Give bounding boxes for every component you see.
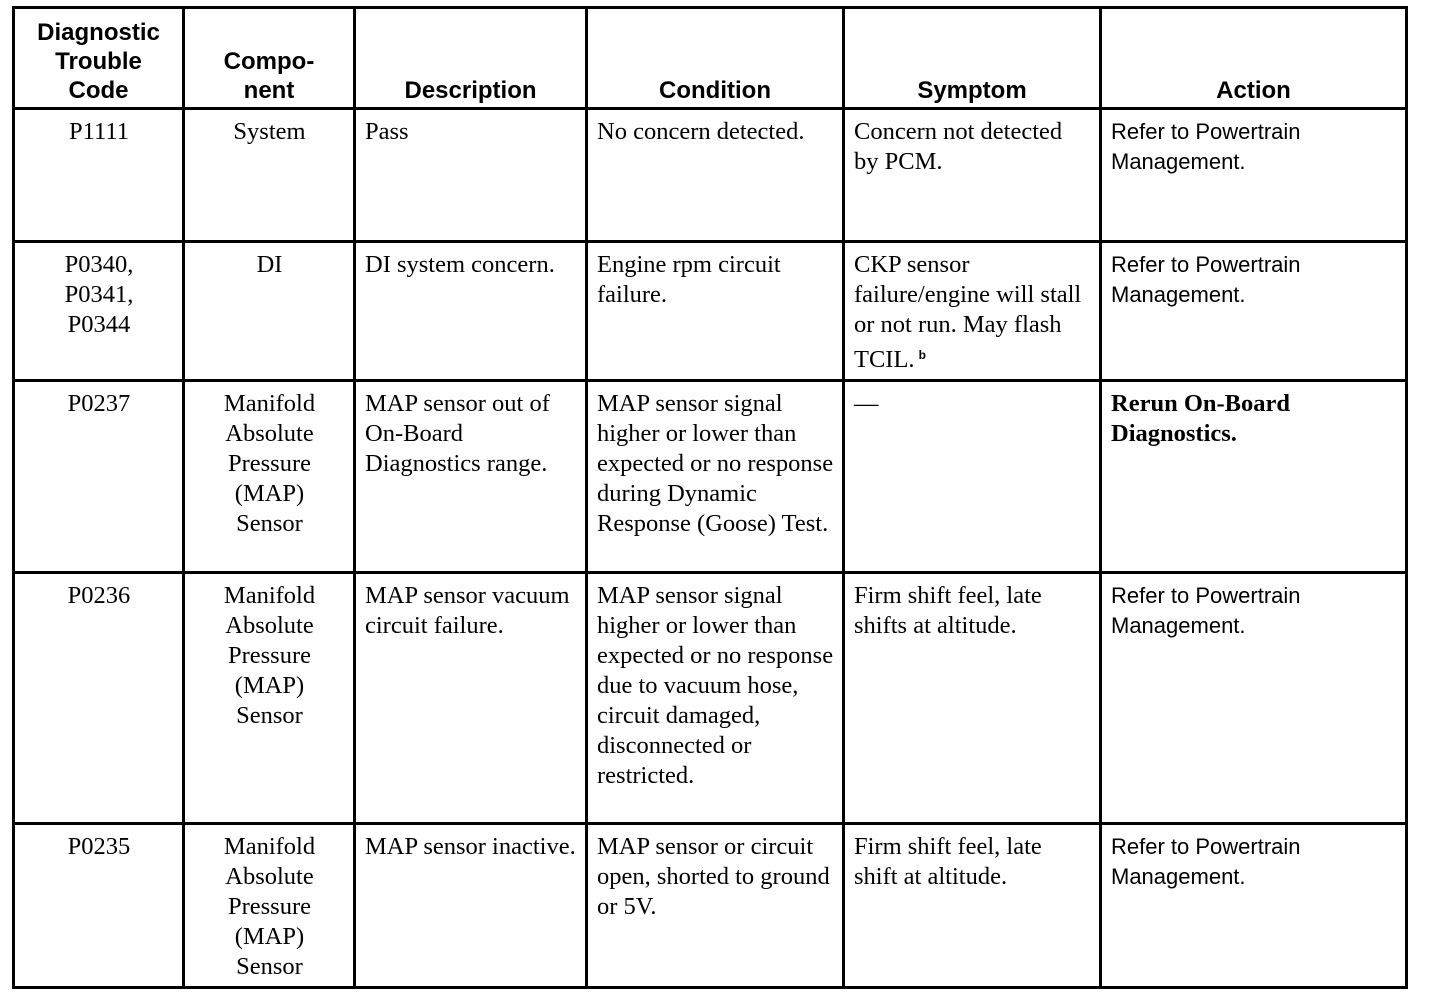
table-header	[14, 8, 1407, 109]
cell-component: Manifold Absolute Pressure (MAP) Sensor	[184, 824, 355, 988]
cell-code: P0237	[14, 381, 184, 573]
header-row	[14, 8, 1407, 109]
cell-action: Refer to Powertrain Management.	[1101, 824, 1407, 988]
cell-component: Manifold Absolute Pressure (MAP) Sensor	[184, 381, 355, 573]
footnote-marker: b	[918, 348, 926, 362]
cell-code: P0340, P0341, P0344	[14, 242, 184, 381]
cell-condition: MAP sensor or circuit open, shorted to ground or 5V.	[587, 824, 844, 988]
cell-component: Manifold Absolute Pressure (MAP) Sensor	[184, 573, 355, 824]
header-description: Description	[355, 8, 587, 109]
table-row	[14, 381, 1407, 573]
cell-code: P0236	[14, 573, 184, 824]
cell-description: MAP sensor vacuum circuit failure.	[355, 573, 587, 824]
cell-action: Refer to Powertrain Management.	[1101, 242, 1407, 381]
header-code: Diagnostic Trouble Code	[14, 8, 184, 109]
symptom-text: CKP sensor failure/engine will stall or not run. May flash TCIL.	[854, 251, 1082, 373]
table-row	[14, 109, 1407, 242]
header-component: Compo- nent	[184, 8, 355, 109]
cell-description: DI system concern.	[355, 242, 587, 381]
cell-condition: MAP sensor signal higher or lower than expected or no response during Dynamic Response (Goose) Test.	[587, 381, 844, 573]
symptom-text: Firm shift feel, late shift at altitude.	[854, 833, 1042, 890]
table-body	[14, 109, 1407, 988]
table-row	[14, 824, 1407, 988]
cell-component: DI	[184, 242, 355, 381]
cell-condition: MAP sensor signal higher or lower than expected or no response due to vacuum hose, circuit damaged, disconnected or restricted.	[587, 573, 844, 824]
cell-symptom	[844, 242, 1101, 381]
header-symptom: Symptom	[844, 8, 1101, 109]
cell-condition: Engine rpm circuit failure.	[587, 242, 844, 381]
cell-description: Pass	[355, 109, 587, 242]
cell-symptom	[844, 573, 1101, 824]
cell-description: MAP sensor inactive.	[355, 824, 587, 988]
cell-code: P0235	[14, 824, 184, 988]
cell-code: P1111	[14, 109, 184, 242]
cell-action: Refer to Powertrain Management.	[1101, 573, 1407, 824]
symptom-text: Concern not detected by PCM.	[854, 118, 1063, 175]
symptom-text: Firm shift feel, late shifts at altitude.	[854, 582, 1042, 639]
cell-symptom	[844, 824, 1101, 988]
table-row	[14, 242, 1407, 381]
table-row	[14, 573, 1407, 824]
cell-condition: No concern detected.	[587, 109, 844, 242]
cell-description: MAP sensor out of On-Board Diagnostics range.	[355, 381, 587, 573]
header-condition: Condition	[587, 8, 844, 109]
header-action: Action	[1101, 8, 1407, 109]
dtc-table	[12, 6, 1408, 989]
cell-symptom	[844, 381, 1101, 573]
cell-symptom	[844, 109, 1101, 242]
cell-component: System	[184, 109, 355, 242]
cell-action: Refer to Powertrain Management.	[1101, 109, 1407, 242]
cell-action: Rerun On-Board Diagnostics.	[1101, 381, 1407, 573]
symptom-text: —	[854, 390, 879, 417]
